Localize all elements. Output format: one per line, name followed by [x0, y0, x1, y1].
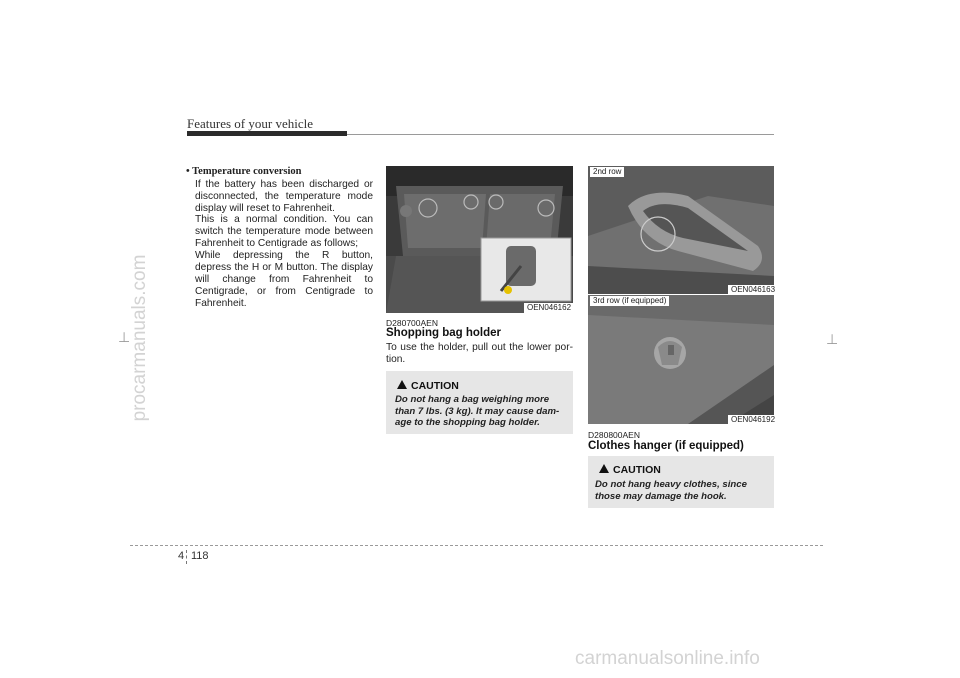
paragraph-normal-condition: This is a normal condition. You can switch the temperature mode between Fahrenheit to Centigrade as follows;	[195, 214, 373, 249]
heading-clothes-hanger: Clothes hanger (if equipped)	[588, 440, 744, 452]
paragraph-instructions: While depressing the R button, depress the H or M button. The display will change from Fahrenheit to Centigrade, or from Centigrade to Fahrenheit.	[195, 250, 373, 309]
bullet-heading	[186, 166, 302, 177]
header-bar	[187, 131, 347, 136]
footer-watermark: carmanualsonline.info	[575, 648, 760, 669]
photo-code-2nd-row: OEN046163	[728, 285, 778, 295]
photo-code-3rd-row: OEN046192	[728, 415, 778, 425]
cargo-area-illustration	[386, 166, 573, 313]
crop-mark-left: ⊥	[118, 329, 131, 345]
photo-code-middle: OEN046162	[524, 303, 574, 313]
bullet-dot: •	[186, 166, 193, 177]
header-rule	[347, 134, 774, 135]
caution-icon	[397, 380, 407, 389]
hanger-2nd-row-photo	[588, 166, 774, 294]
page-number: 118	[191, 550, 209, 562]
cargo-area-photo	[386, 166, 573, 313]
caution-box-clothes	[588, 456, 774, 508]
bullet-title-text: Temperature conversion	[192, 166, 302, 177]
caution-text: Do not hang a bag weighing more than 7 lbs. (3 kg). It may cause dam-age to the shopping bag holder.	[395, 394, 560, 428]
heading-shopping-bag-holder: Shopping bag holder	[386, 327, 501, 339]
paragraph-battery: If the battery has been discharged or disconnected, the temperature mode display will reset to Fahrenheit.	[195, 179, 373, 214]
text-shopping-bag-holder: To use the holder, pull out the lower por-tion.	[386, 342, 573, 365]
vertical-watermark: procarmanuals.com	[129, 254, 150, 422]
hanger-2nd-row-illustration	[588, 166, 774, 294]
caution-icon	[599, 464, 609, 473]
section-code-shopping: D280700AEN	[386, 318, 438, 328]
footer-rule	[130, 545, 823, 546]
hanger-3rd-row-illustration	[588, 295, 774, 424]
page-header-title: Features of your vehicle	[187, 116, 313, 131]
hanger-3rd-row-photo	[588, 295, 774, 424]
crop-mark-right: ⊥	[826, 331, 839, 347]
photo-label-3rd-row: 3rd row (if equipped)	[590, 296, 669, 306]
page-divider	[186, 550, 187, 564]
caution-text: Do not hang heavy clothes, since those may damage the hook.	[595, 479, 747, 502]
caution-title: CAUTION	[613, 464, 661, 476]
chapter-number: 4	[178, 550, 185, 562]
caution-title: CAUTION	[411, 380, 459, 392]
caution-box-shopping	[386, 371, 573, 434]
photo-label-2nd-row: 2nd row	[590, 167, 624, 177]
section-code-clothes: D280800AEN	[588, 430, 640, 440]
